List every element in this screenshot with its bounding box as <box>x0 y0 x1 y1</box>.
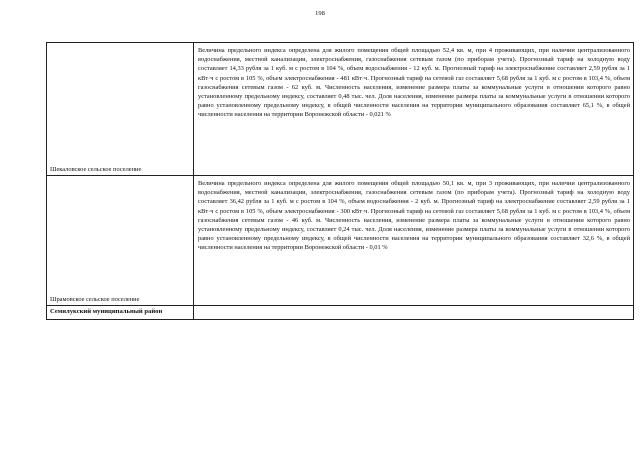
settlements-table <box>46 42 634 320</box>
district-name-cell: Семилукский муниципальный район <box>47 306 194 320</box>
settlement-name-cell: Шрамовское сельское поселение <box>47 176 194 306</box>
description-cell <box>194 306 634 320</box>
description-cell <box>194 176 634 306</box>
description-text: Величина предельного индекса определена для жилого помещения общей площадью 50,1 кв. м, при 3 проживающих, при наличии централизованного водоснабжения, местной канализации, электроснабжения, газоснабжения сетевым газом (по приборам учета). Прогнозный тариф на холодную воду составляет 36,42 рубля за 1 куб. м с ростом в 104 %, объем водоснабжения - 2 куб. м. Прогнозный тариф на электроснабжение составляет 2,59 рубля за 1 кВт·ч с ростом в 105 %, объем электроснабжения - 300 кВт·ч. Прогнозный тариф на сетевой газ составляет 5,68 рубля за 1 куб. м с ростом в 103,4 %, объем газоснабжения сетевым газом - 46 куб. м. Численность населения, изменение размера платы за коммунальные услуги в отношении которого равно установленному предельному индексу, составляет 0,24 тыс. чел. Доля населения, изменение размера платы за коммунальные услуги в отношении которого равно установленному предельному индексу, в общей численности населения на территории муниципального образования составляет 32,6 %, в общей численности населения на территории Воронежской области - 0,01 % <box>198 180 630 252</box>
table-row <box>47 176 634 306</box>
description-cell <box>194 43 634 176</box>
table-row <box>47 306 634 320</box>
description-text: Величина предельного индекса определена для жилого помещения общей площадью 52,4 кв. м, при 4 проживающих, при наличии централизованного водоснабжения, местной канализации, электроснабжения, газоснабжения сетевым газом (по приборам учета). Прогнозный тариф на холодную воду составляет 14,33 рубля за 1 куб. м с ростом в 104 %, объем водоснабжения - 12 куб. м. Прогнозный тариф на электроснабжение составляет 2,59 рубля за 1 кВт·ч с ростом в 105 %, объем электроснабжения - 481 кВт·ч. Прогнозный тариф на сетевой газ составляет 5,68 рубля за 1 куб. м с ростом в 103,4 %, объем газоснабжения сетевым газом - 62 куб. м. Численность населения, изменение размера платы за коммунальные услуги в отношении которого равно установленному предельному индексу, составляет 0,48 тыс. чел. Доля населения, изменение размера платы за коммунальные услуги в отношении которого равно установленному предельному индексу, в общей численности населения на территории муниципального образования составляет 65,1 %, в общей численности населения на территории Воронежской области - 0,021 % <box>198 47 630 119</box>
settlement-name-cell: Шекаловское сельское поселение <box>47 43 194 176</box>
table-row <box>47 43 634 176</box>
page-number: 198 <box>315 10 325 17</box>
